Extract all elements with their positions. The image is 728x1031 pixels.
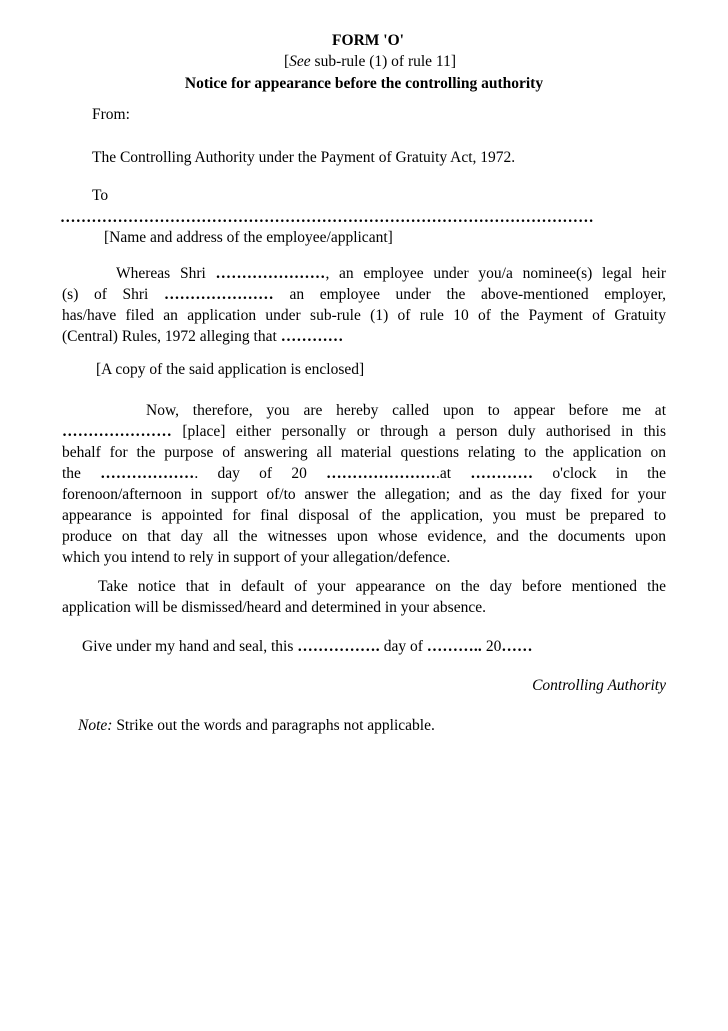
place-text: [place] either personally or through a person duly authorised in this [171,423,666,440]
the-text: the [62,465,81,482]
employee-text: an employee under the above-mentioned employer, [273,286,666,303]
signatory-title: Controlling Authority [532,677,666,694]
seal-year-dots: …… [501,638,533,655]
form-title: FORM 'O' [332,32,404,49]
alleging-text: (Central) Rules, 1972 alleging that [62,328,281,345]
oclock-text: o'clock in the [552,465,667,482]
summons-line-1: Now, therefore, you are hereby called upon to appear before me at [146,402,666,419]
notice-title: Notice for appearance before the controlling authority [184,75,544,92]
addressee-caption: [Name and address of the employee/applicant] [104,229,393,246]
whereas-line-4 [62,326,666,347]
paragraph-summons [62,400,666,568]
summons-line-5: forenoon/afternoon in support of/to answer the allegation; and as the day fixed for your [62,486,666,503]
default-line-1: Take notice that in default of your appearance on the day before mentioned the [98,578,666,595]
default-line-2: application will be dismissed/heard and determined in your absence. [62,599,486,616]
summons-line-7: produce on that day all the witnesses upon whose evidence, and the documents upon [62,528,666,545]
rule-reference [0,51,728,72]
note-text: Strike out the words and paragraphs not applicable. [112,717,435,734]
seal-text: Give under my hand and seal, this [82,638,298,655]
day-of-text: . day of 20 [194,465,307,482]
copy-enclosed-note: [A copy of the said application is enclosed] [96,361,365,378]
footnote [78,715,435,736]
paragraph-whereas [62,263,666,347]
shri-text: (s) of Shri [62,286,164,303]
see-word: See [289,53,311,70]
rule-ref-text: sub-rule (1) of rule 11] [310,53,457,70]
from-body: The Controlling Authority under the Payment of Gratuity Act, 1972. [92,149,516,166]
summons-line-8: which you intend to rely in support of your allegation/defence. [62,549,451,566]
seal-day-of-text: day of [379,638,427,655]
allegation-dots: ………… [280,328,344,345]
open-bracket: [ [283,53,290,70]
summons-line-3: behalf for the purpose of answering all material questions relating to the application on [62,444,666,461]
to-label: To [92,187,109,204]
whereas-text-2: , an employee under you/a nominee(s) legal heir [325,265,666,282]
whereas-line-1 [62,263,666,284]
employee-name-dots: ………………… [215,265,326,282]
whereas-text: Whereas Shri [116,265,216,282]
year-dots: ………………… [326,465,437,482]
summons-line-4 [62,463,666,484]
place-dots: ………………… [62,423,172,440]
seal-day-dots: ……………. [297,638,380,655]
at-text: .at [436,465,452,482]
note-label: Note: [78,717,113,734]
paragraph-default-notice [62,576,666,618]
addressee-dots: ………………………………………………………………………………………… [60,209,594,226]
seal-month-dots: ……….. [426,638,482,655]
time-dots: ………… [470,465,534,482]
whereas-line-3: has/have filed an application under sub-rule (1) of rule 10 of the Payment of Gratuity [62,307,666,324]
day-dots: ……………… [100,465,195,482]
whereas-line-2 [62,284,666,305]
seal-line [82,636,533,657]
nominee-name-dots: ………………… [163,286,274,303]
summons-line-6: appearance is appointed for final disposal of the application, you must be prepared to [62,507,666,524]
seal-year-prefix: 20 [481,638,502,655]
summons-line-2 [62,421,666,442]
from-label: From: [92,106,130,123]
